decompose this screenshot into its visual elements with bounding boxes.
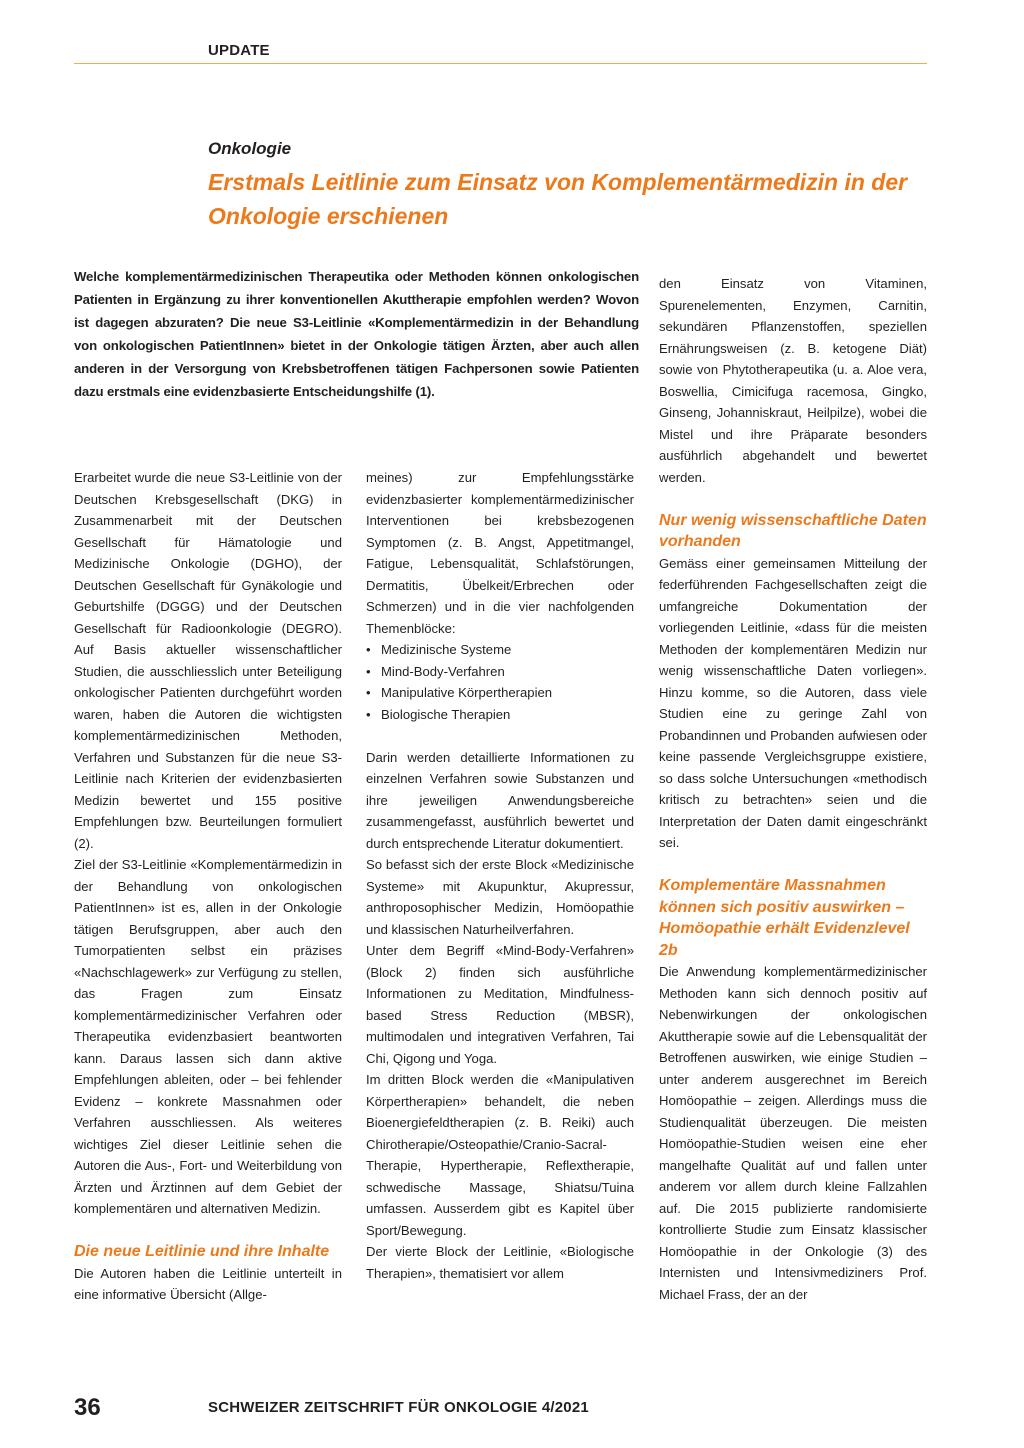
page-number: 36 [74,1394,101,1421]
body-paragraph: Die Autoren haben die Leitlinie unterteilt in eine informative Übersicht (Allge- [74,1265,342,1302]
column-3 [659,273,927,1305]
list-item: • Biologische Therapien [366,704,634,726]
section-heading: Komplementäre Massnahmen können sich positiv auswirken – Homöopathie erhält Evidenzlevel 2b [659,877,910,959]
body-paragraph: Darin werden detaillierte Informationen zu einzelnen Verfahren sowie Substanzen und ihre jeweiligen Anwendungsbereiche zusammengefasst, ausführlich bewertet und durch entsprechende Literatur dokumentiert. [366,749,634,851]
header-rule [74,63,927,64]
body-paragraph: Der vierte Block der Leitlinie, «Biologische Therapien», thematisiert vor allem [366,1244,634,1281]
section-heading: Die neue Leitlinie und ihre Inhalte [74,1243,330,1260]
article-kicker: Onkologie [208,139,292,158]
list-item: • Mind-Body-Verfahren [366,661,634,683]
body-paragraph: Unter dem Begriff «Mind-Body-Verfahren» (Block 2) finden sich ausführliche Informationen zu Meditation, Mindfulness-based Stress Reduction (MBSR), multimodalen und integrativen Verfahren, Tai Chi, Qigong und Yoga. [366,943,634,1066]
body-paragraph: meines) zur Empfehlungsstärke evidenzbasierter komplementärmedizinischer Interventionen bei krebsbezogenen Symptomen (z. B. Angst, Appetitmangel, Fatigue, Lebensqualität, Schlafstörungen, Dermatitis, Übelkeit/Erbrechen oder Schmerzen) und in die vier nachfolgenden Themenblöcke: [366,470,634,636]
column-1 [74,467,342,1306]
list-item: • Manipulative Körpertherapien [366,682,634,704]
body-paragraph: Die Anwendung komplementärmedizinischer Methoden kann sich dennoch positiv auf Nebenwirkungen der onkologischen Akuttherapie sowie auf die Lebensqualität der Betroffenen auswirken, wie einige Studien – unter anderem ausgerechnet im Bereich Homöopathie – zeigen. Allerdings muss die Studienqualität überzeugen. Die meisten Homöopathie-Studien weisen eine eher mangelhafte Qualität auf und fallen unter anderem vor allem durch kleine Fallzahlen auf. Die 2015 publizierte randomisierte kontrollierte Studie zum Einsatz klassischer Homöopathie in der Onkologie (3) des Internisten und Intensivmediziners Prof. Michael Frass, der an der [659,964,927,1302]
section-label: UPDATE [208,42,270,59]
body-paragraph: So befasst sich der erste Block «Medizinische Systeme» mit Akupunktur, Akupressur, anthroposophischer Medizin, Homöopathie und klassischen Naturheilverfahren. [366,857,634,937]
body-paragraph: Erarbeitet wurde die neue S3-Leitlinie von der Deutschen Krebsgesellschaft (DKG) in Zusammenarbeit mit der Deutschen Gesellschaft für Hämatologie und Medizinische Onkologie (DGHO), der Deutschen Gesellschaft für Gynäkologie und Geburtshilfe (DGGG) und der Deutschen Gesellschaft für Radioonkologie (DEGRO). Auf Basis aktueller wissenschaftlicher Studien, die ausschliesslich unter Beteiligung onkologischer Patienten durchgeführt worden waren, haben die Autoren die wichtigsten komplementärmedizinischen Methoden, Verfahren und Substanzen für die neue S3-Leitlinie nach Kriterien der evidenzbasierten Medizin bewertet und 155 positive Empfehlungen bzw. Beurteilungen formuliert (2). [74,470,342,851]
column-2 [366,467,634,1284]
body-paragraph: Ziel der S3-Leitlinie «Komplementärmedizin in der Behandlung von onkologischen PatientInnen» ist es, allen in der Onkologie tätigen Berufsgruppen, aber auch den Tumorpatienten selbst ein präzises «Nachschlagewerk» zur Verfügung zu stellen, das Fragen zum Einsatz komplementärmedizinischer Verfahren oder Therapeutika evidenzbasiert beantworten kann. Daraus lassen sich dann aktive Empfehlungen ableiten, oder – bei fehlender Evidenz – konkrete Massnahmen oder Verfahren ausschliessen. Als weiteres wichtiges Ziel dieser Leitlinie sehen die Autoren die Aus-, Fort- und Weiterbildung von Ärzten und Ärztinnen auf dem Gebiet der komplementären und alternativen Medizin. [74,857,342,1216]
topic-list [366,639,634,725]
body-paragraph: Im dritten Block werden die «Manipulativen Körpertherapien» behandelt, die neben Bioenergiefeldtherapien (z. B. Reiki) auch Chirotherapie/Osteopathie/Cranio-Sacral-Therapie, Hypertherapie, Reflextherapie, schwedische Massage, Shiatsu/Tuina umfassen. Ausserdem gibt es Kapitel über Sport/Bewegung. [366,1072,634,1238]
section-heading: Nur wenig wissenschaftliche Daten vorhanden [659,511,927,550]
body-paragraph: Gemäss einer gemeinsamen Mitteilung der federführenden Fachgesellschaften zeigt die umfangreiche Dokumentation der vorliegenden Leitlinie, «dass für die meisten Methoden der komplementären Medizin nur wenig wissenschaftliche Daten vorliegen». Hinzu komme, so die Autoren, dass viele Studien eine zu geringe Zahl von Probandinnen und Probanden aufwiesen oder keine passende Vergleichsgruppe existiere, so dass solche Untersuchungen «methodisch kritisch zu betrachten» seien und die Interpretation der Daten damit eingeschränkt sei. [659,555,927,850]
body-paragraph: den Einsatz von Vitaminen, Spurenelementen, Enzymen, Carnitin, sekundären Pflanzenstoffen, speziellen Ernährungsweisen (z. B. ketogene Diät) sowie von Phytotherapeutika (u. a. Aloe vera, Boswellia, Cimicifuga racemosa, Gingko, Ginseng, Johanniskraut, Heilpilze), wobei die Mistel und ihre Präparate besonders ausführlich abgehandelt und bewertet werden. [659,276,927,485]
article-title: Erstmals Leitlinie zum Einsatz von Komplementärmedizin in der Onkologie erschienen [208,169,908,229]
list-item: • Medizinische Systeme [366,639,634,661]
article-lead: Welche komplementärmedizinischen Therapeutika oder Methoden können onkologischen Patienten in Ergänzung zu ihrer konventionellen Akuttherapie empfohlen werden? Wovon ist dagegen abzuraten? Die neue S3-Leitlinie «Komplementärmedizin in der Behandlung von onkologischen PatientInnen» bietet in der Onkologie tätigen Ärzten, aber auch allen anderen in der Versorgung von Krebsbetroffenen tätigen Fachpersonen sowie Patienten dazu erstmals eine evidenzbasierte Entscheidungshilfe (1). [74,269,639,399]
journal-title: SCHWEIZER ZEITSCHRIFT FÜR ONKOLOGIE 4/2021 [208,1399,589,1416]
